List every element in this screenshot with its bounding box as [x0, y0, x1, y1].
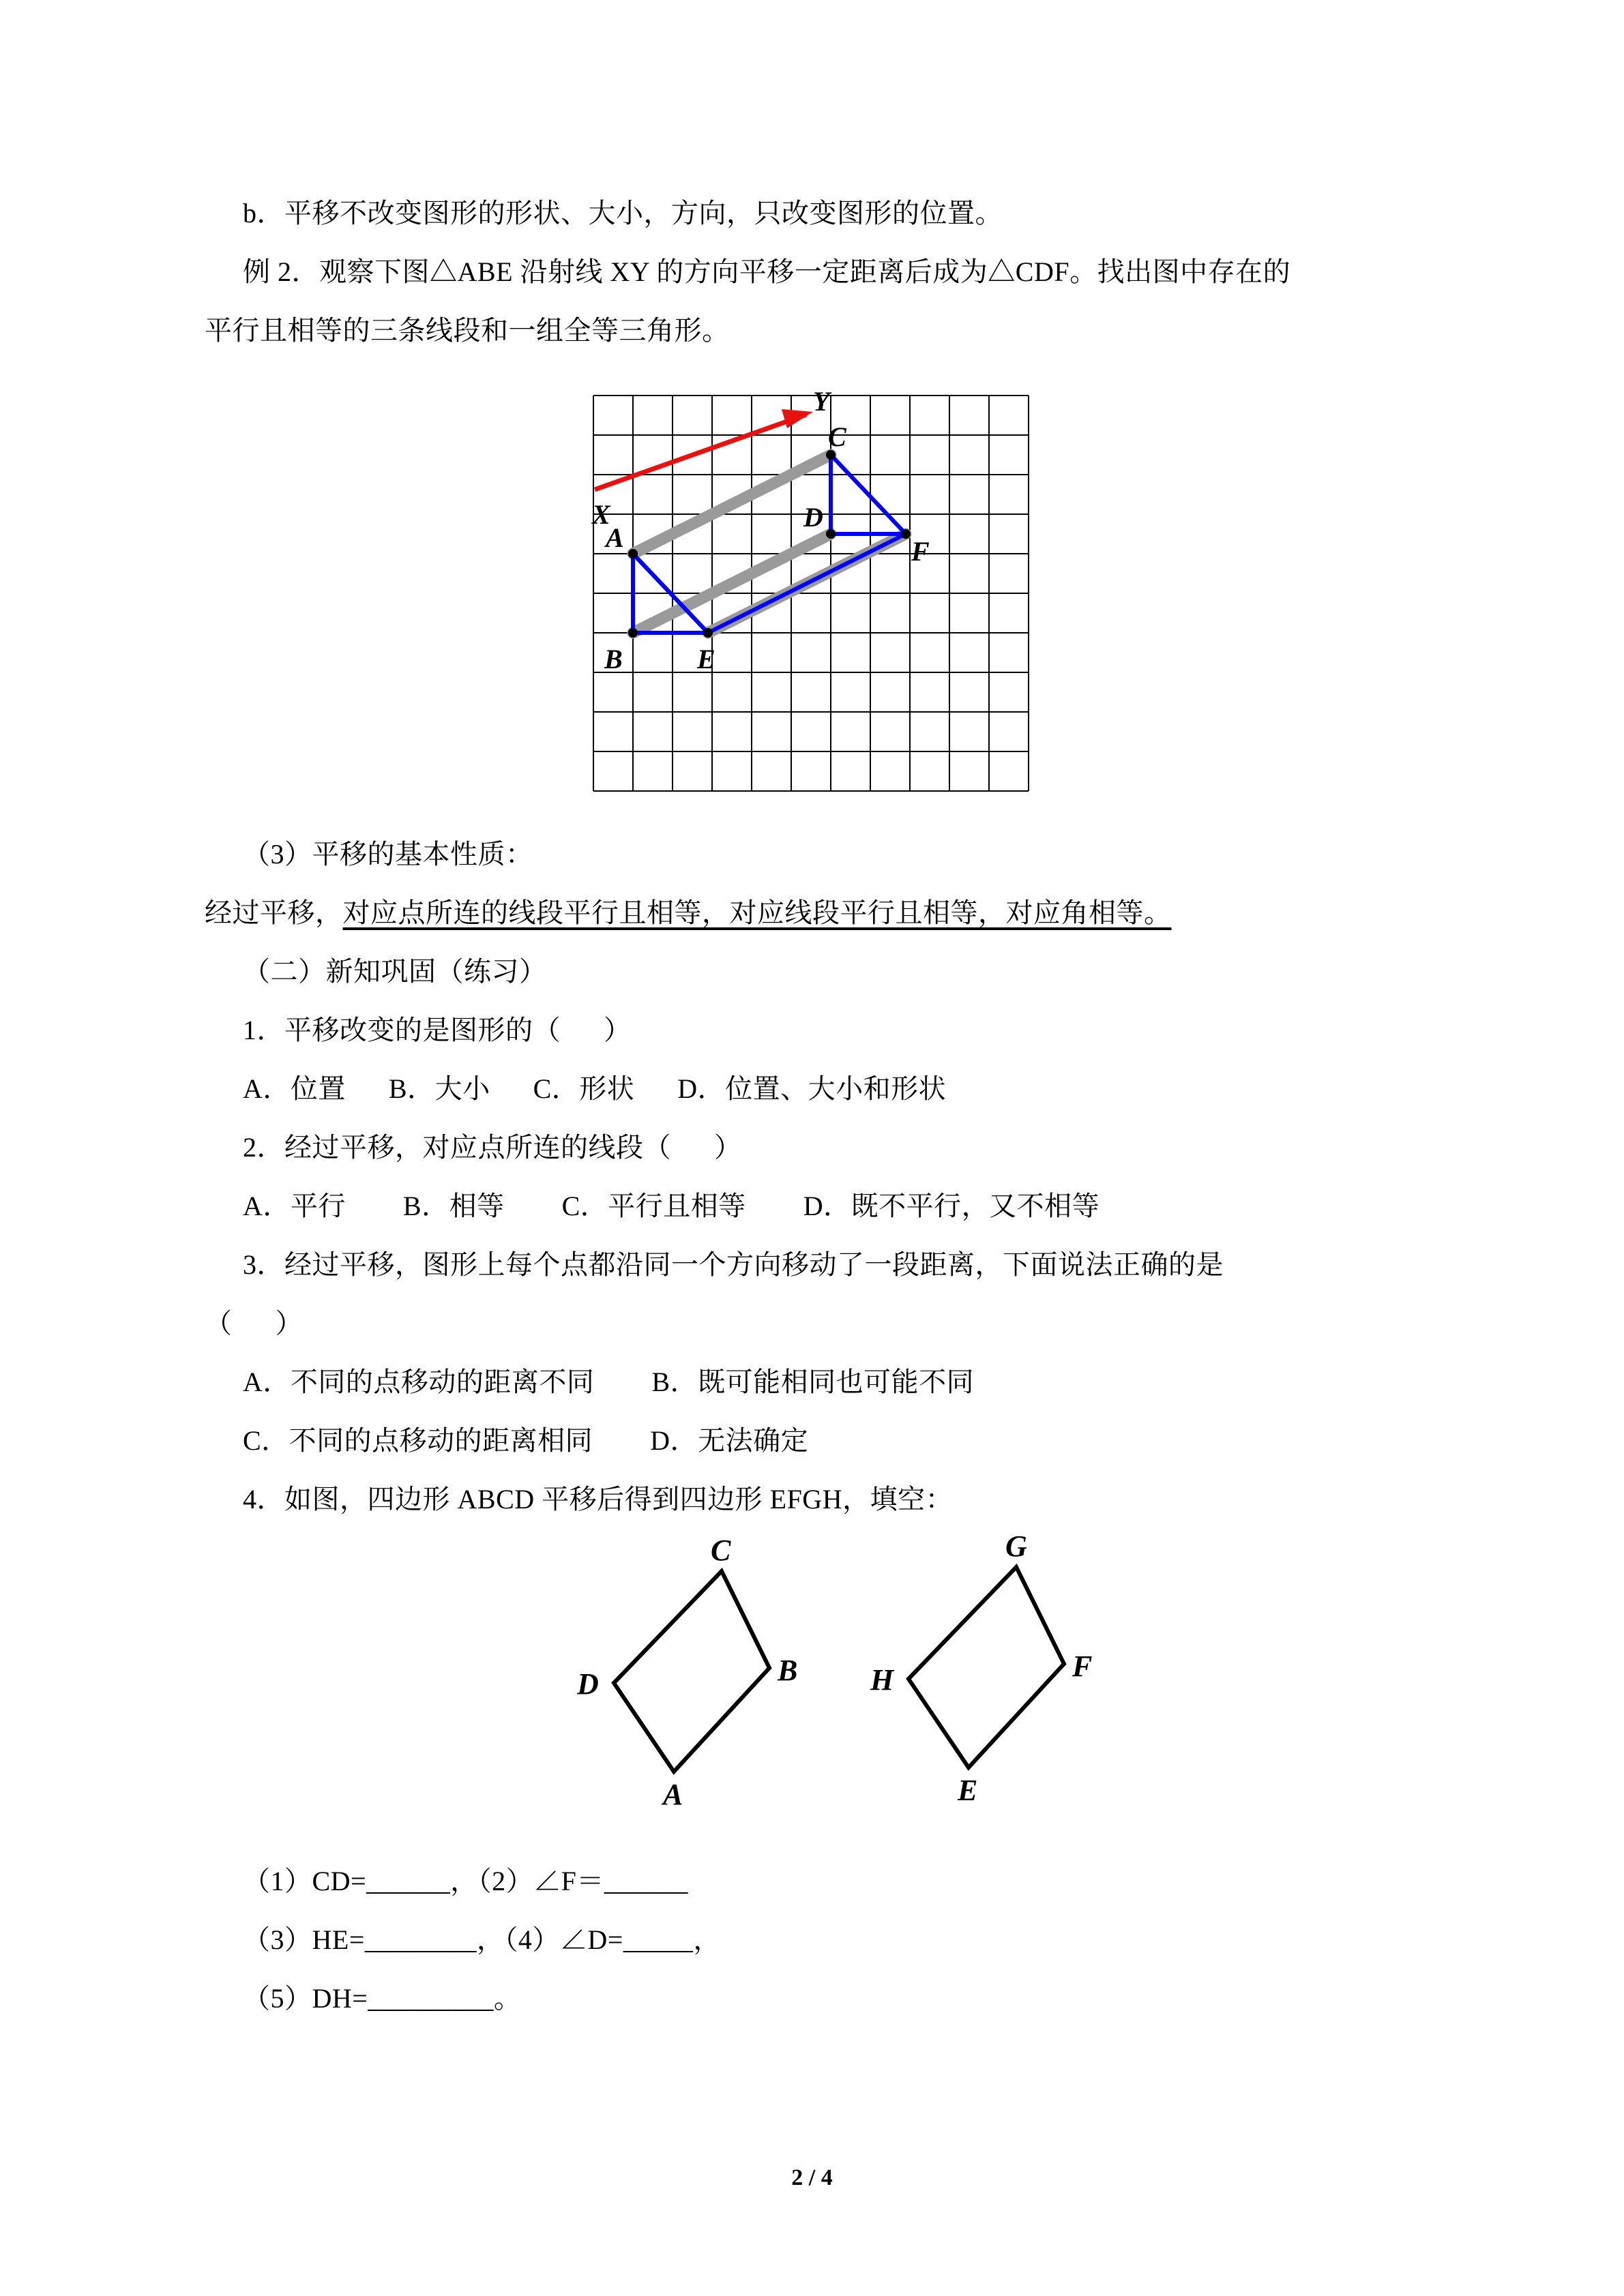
svg-text:D: D — [803, 502, 823, 533]
svg-text:Y: Y — [813, 386, 830, 417]
property-3-underlined: 对应点所连的线段平行且相等，对应线段平行且相等，对应角相等。 — [342, 897, 1172, 928]
svg-text:E: E — [958, 1774, 978, 1807]
question-3: 3．经过平移，图形上每个点都沿同一个方向移动了一段距离，下面说法正确的是 — [243, 1249, 1224, 1280]
svg-text:X: X — [592, 499, 610, 530]
question-3-continuation: （ ） — [205, 1308, 303, 1339]
svg-text:C: C — [711, 1534, 731, 1567]
section-2-heading: （二）新知巩固（练习） — [243, 956, 547, 987]
quadrilateral-abcd — [614, 1571, 769, 1772]
property-3-text — [205, 884, 1426, 942]
svg-text:G: G — [1005, 1532, 1027, 1563]
svg-text:A: A — [606, 522, 624, 553]
svg-text:A: A — [663, 1778, 683, 1811]
example-2-line-2: 平行且相等的三条线段和一组全等三角形。 — [205, 315, 730, 346]
svg-text:B: B — [778, 1654, 798, 1687]
translation-grid-figure — [552, 375, 1071, 811]
translation-trace-lines — [633, 455, 906, 633]
quadrilateral-translation-figure — [552, 1532, 1166, 1818]
property-3-prefix: 经过平移， — [205, 897, 343, 928]
blank-5: （5）DH=_________。 — [243, 1983, 522, 2014]
question-1-options: A．位置 B．大小 C．形状 D．位置、大小和形状 — [243, 1073, 947, 1104]
question-2: 2．经过平移，对应点所连的线段（ ） — [243, 1132, 742, 1163]
property-3-heading: （3）平移的基本性质： — [243, 839, 533, 869]
svg-text:C: C — [828, 421, 846, 452]
svg-text:B: B — [604, 644, 623, 674]
fill-in-blanks — [205, 1852, 1426, 2028]
figure-1-container — [205, 375, 1426, 825]
question-2-options: A．平行 B．相等 C．平行且相等 D．既不平行，又不相等 — [243, 1191, 1100, 1221]
page-footer: 2 / 4 — [791, 2165, 833, 2190]
triangle-cdf — [831, 455, 906, 534]
question-3-options-cd: C．不同的点移动的距离相同 D．无法确定 — [243, 1425, 809, 1456]
document-body — [205, 184, 1426, 2028]
svg-text:E: E — [697, 644, 715, 674]
question-3-options-ab: A．不同的点移动的距离不同 B．既可能相同也可能不同 — [243, 1367, 975, 1397]
svg-text:F: F — [911, 536, 930, 567]
svg-text:H: H — [870, 1663, 894, 1697]
svg-text:F: F — [1072, 1650, 1093, 1683]
blank-1-2: （1）CD=______，（2）∠F＝______ — [243, 1866, 688, 1896]
grid-lines — [593, 396, 1029, 791]
quadrilateral-efgh — [909, 1567, 1064, 1768]
question-4: 4．如图，四边形 ABCD 平移后得到四边形 EFGH，填空： — [243, 1484, 954, 1515]
question-1: 1．平移改变的是图形的（ ） — [243, 1015, 632, 1045]
example-2-line-1: 例 2．观察下图△ABE 沿射线 XY 的方向平移一定距离后成为△CDF。找出图中存在的 — [243, 256, 1291, 287]
paragraph-b: b．平移不改变图形的形状、大小，方向，只改变图形的位置。 — [243, 198, 1003, 228]
figure-2-container — [205, 1532, 1426, 1832]
figure-2-labels — [576, 1532, 1092, 1811]
blank-3-4: （3）HE=________，（4）∠D=_____， — [243, 1924, 721, 1955]
svg-text:D: D — [577, 1667, 599, 1701]
